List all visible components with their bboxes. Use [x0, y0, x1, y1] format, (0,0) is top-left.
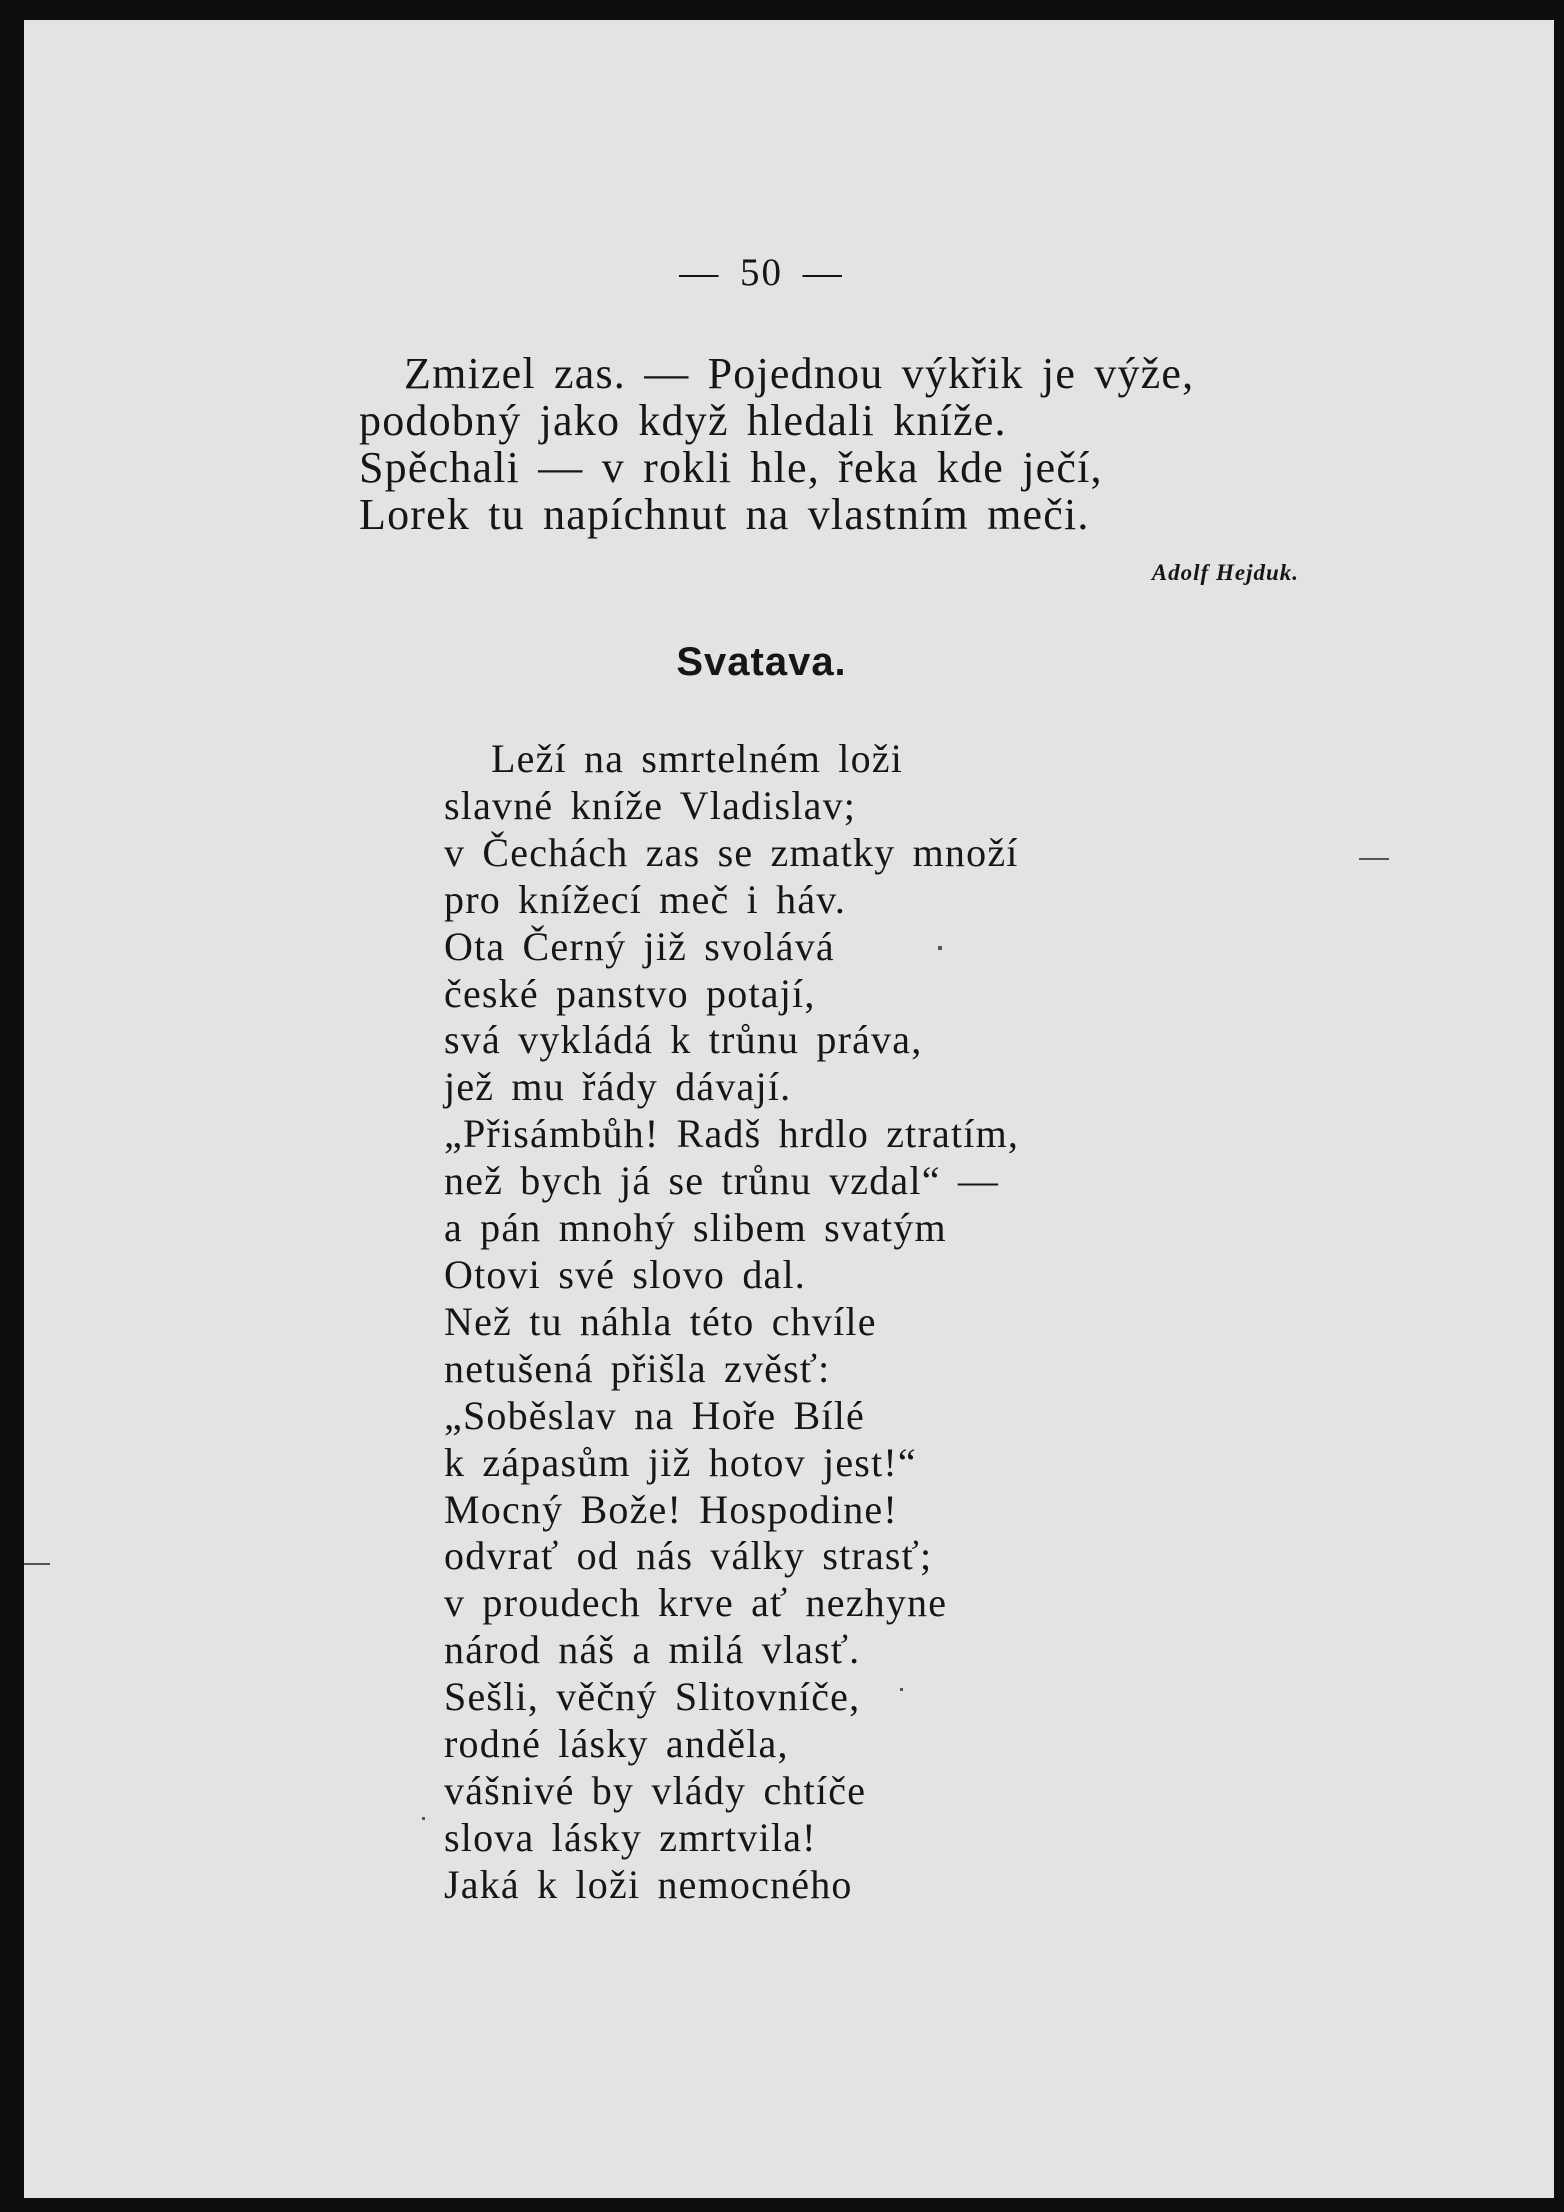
verse-line: jež mu řády dávají. [444, 1064, 792, 1110]
verse-line: slavné kníže Vladislav; [444, 782, 857, 828]
scan-mark [422, 1817, 425, 1820]
verse-line: rodné lásky anděla, [444, 1721, 789, 1767]
verse-line: svá vykládá k trůnu práva, [444, 1017, 923, 1063]
verse-line: „Přisámbůh! Radš hrdlo ztratím, [444, 1111, 1020, 1157]
verse-line: pro knížecí meč i háv. [444, 876, 847, 922]
scan-mark [938, 946, 942, 950]
verse-line: vášnivé by vlády chtíče [444, 1767, 867, 1813]
verse-line: Mocný Bože! Hospodine! [444, 1486, 898, 1532]
verse-line: slova lásky zmrtvila! [444, 1814, 817, 1860]
verse-line: netušená přišla zvěsť: [444, 1345, 831, 1391]
poem-body [444, 736, 1244, 1909]
scan-mark [900, 1688, 903, 1691]
verse-line: v Čechách zas se zmatky množí [444, 829, 1019, 875]
verse-line: Spěchali — v rokli hle, řeka kde ječí, [359, 443, 1103, 492]
verse-line: a pán mnohý slibem svatým [444, 1205, 947, 1251]
scan-mark [1359, 858, 1389, 860]
verse-line: v proudech krve ať nezhyne [444, 1580, 948, 1626]
verse-line: k zápasům již hotov jest!“ [444, 1439, 917, 1485]
verse-line: Ota Černý již svolává [444, 923, 835, 969]
verse-line: Jaká k loži nemocného [444, 1861, 853, 1907]
poem-title: Svatava. [676, 640, 847, 684]
verse-line: odvrať od nás války strasť; [444, 1533, 933, 1579]
verse-line: „Soběslav na Hoře Bílé [444, 1392, 865, 1438]
verse-line: podobný jako když hledali kníže. [359, 396, 1007, 445]
verse-line: Lorek tu napíchnut na vlastním meči. [359, 490, 1090, 539]
previous-poem-stanza [359, 350, 1259, 538]
verse-line: Zmizel zas. — Pojednou výkřik je výže, [404, 349, 1195, 398]
page-number: — 50 — [679, 251, 844, 294]
verse-line: než bych já se trůnu vzdal“ — [444, 1158, 1000, 1204]
verse-line: Otovi své slovo dal. [444, 1251, 806, 1297]
verse-line: Sešli, věčný Slitovníče, [444, 1674, 861, 1720]
author-signature: Adolf Hejduk. [1151, 560, 1299, 585]
scan-mark [24, 1563, 50, 1565]
book-page [24, 20, 1554, 2198]
verse-line: Než tu náhla této chvíle [444, 1298, 877, 1344]
verse-line: Leží na smrtelném loži [491, 736, 904, 781]
verse-line: národ náš a milá vlasť. [444, 1627, 861, 1673]
verse-line: české panstvo potají, [444, 970, 816, 1016]
